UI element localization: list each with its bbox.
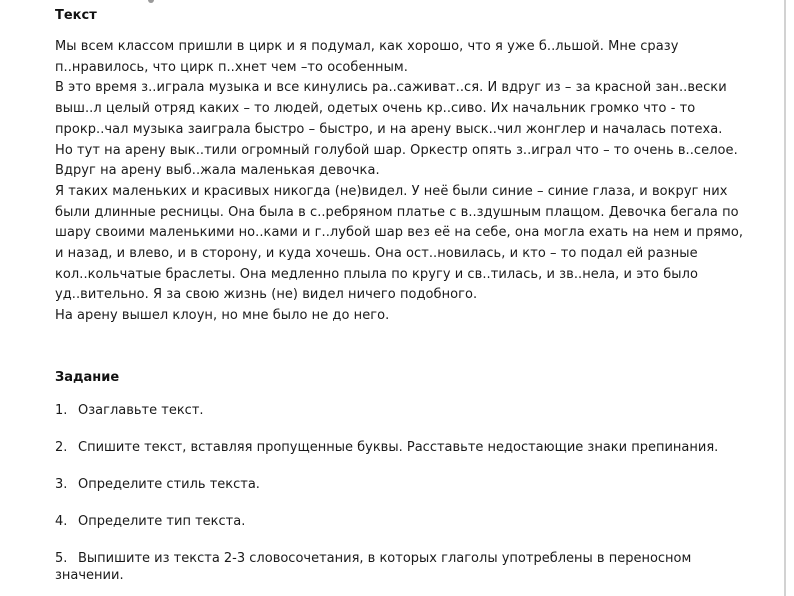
page-edge-divider xyxy=(784,0,786,596)
text-line: Вдруг на арену выб..жала маленькая девочка. xyxy=(55,163,380,179)
task-item xyxy=(55,402,790,419)
task-text: Спишите текст, вставляя пропущенные буквы. Расставьте недостающие знаки препинания. xyxy=(78,440,719,455)
text-body xyxy=(55,37,790,327)
text-line: были длинные ресницы. Она была в с..ребряном платье с в..здушным плащом. Девочка бегала по xyxy=(55,204,739,220)
text-line: прокр..чал музыка заиграла быстро – быстро, и на арену выск..чил жонглер и началась потеха. xyxy=(55,121,723,137)
text-line: выш..л целый отряд каких – то людей, одетых очень кр..сиво. Их начальник громко что - то xyxy=(55,101,696,117)
task-number: 5. xyxy=(55,551,68,566)
text-line: и назад, и влево, и в сторону, и куда хочешь. Она ост..новилась, и кто – то подал ей разные xyxy=(55,246,698,262)
text-line: кол..кольчатые браслеты. Она медленно плыла по кругу и св..тилась, и зв..нела, и это было xyxy=(55,266,698,282)
task-item xyxy=(55,513,790,530)
text-line: Мы всем классом пришли в цирк и я подумал, как хорошо, что я уже б..льшой. Мне сразу xyxy=(55,39,679,54)
task-text-continuation: значении. xyxy=(55,568,124,583)
task-text-line: Выпишите из текста 2-3 словосочетания, в которых глаголы употреблены в переносном xyxy=(78,551,692,566)
text-heading: Текст xyxy=(55,8,97,23)
text-line: п..нравилось, что цирк п..хнет чем –то особенным. xyxy=(55,59,408,75)
text-line: шару своими маленькими но..ками и г..лубой шар вез её на себе, она могла ехать на нем и прямо, xyxy=(55,225,744,241)
task-list xyxy=(55,402,790,596)
task-number: 3. xyxy=(55,477,68,492)
text-line: Я таких маленьких и красивых никогда (не)видел. У неё были синие – синие глаза, и вокруг них xyxy=(55,183,728,199)
task-item xyxy=(55,439,790,456)
task-text: Определите стиль текста. xyxy=(78,477,260,492)
task-number: 2. xyxy=(55,440,68,455)
task-item xyxy=(55,550,790,584)
text-line: На арену вышел клоун, но мне было не до него. xyxy=(55,308,390,324)
task-item xyxy=(55,476,790,493)
text-line: В это время з..играла музыка и все кинулись ра..саживат..ся. И вдруг из – за красной зан..вески xyxy=(55,80,727,96)
task-number: 4. xyxy=(55,514,68,529)
cut-off-dot xyxy=(148,0,154,3)
task-number: 1. xyxy=(55,403,68,418)
text-line: Но тут на арену вык..тили огромный голубой шар. Оркестр опять з..играл что – то очень в..селое. xyxy=(55,142,738,158)
top-edge-fragment xyxy=(0,0,794,4)
task-text: Определите тип текста. xyxy=(78,514,246,529)
task-text xyxy=(55,550,778,584)
task-heading: Задание xyxy=(55,370,120,385)
task-text: Озаглавьте текст. xyxy=(78,403,204,418)
text-line: уд..вительно. Я за свою жизнь (не) видел ничего подобного. xyxy=(55,287,478,303)
